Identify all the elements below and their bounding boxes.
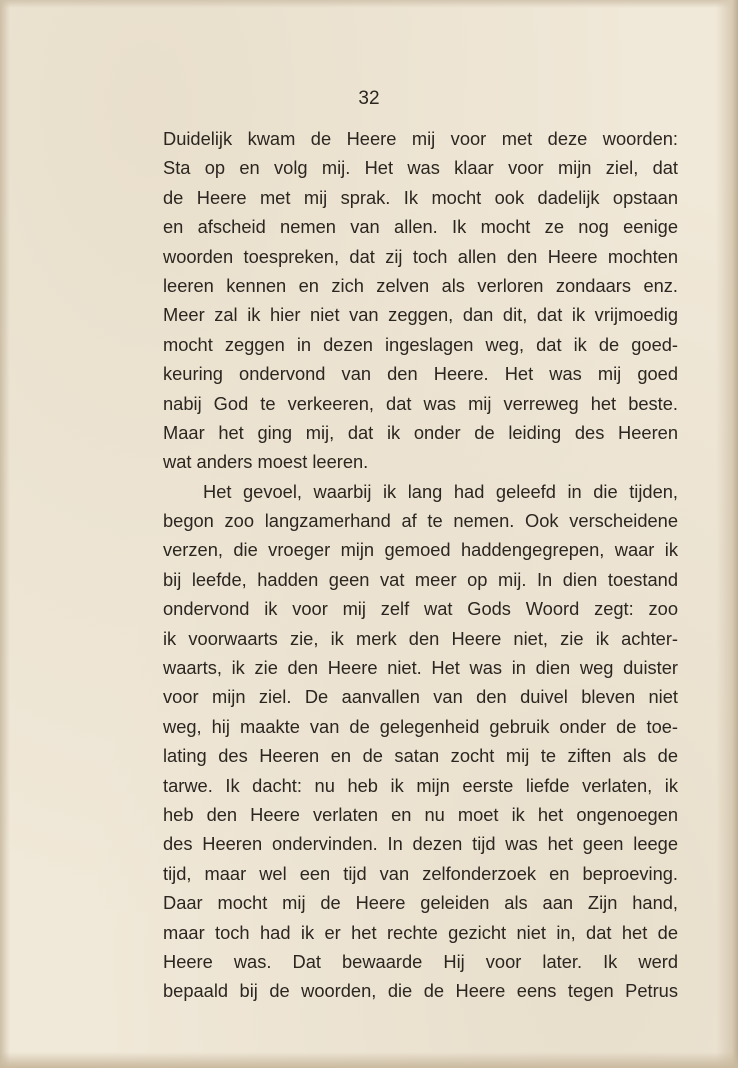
text-line: Duidelijk kwam de Heere mij voor met deze woorden: [163,128,678,149]
text-line: verzen, die vroeger mijn gemoed haddengegrepen, waar ik [163,539,678,561]
text-line: en afscheid nemen van allen. Ik mocht ze nog eenige [163,216,678,238]
text-line: de Heere met mij sprak. Ik mocht ook dadelijk opstaan [163,186,678,208]
page-number: 32 [358,88,380,109]
text-line: tarwe. Ik dacht: nu heb ik mijn eerste liefde verlaten, ik [163,774,678,796]
page-edge-bottom [0,1052,738,1068]
text-line: Maar het ging mij, dat ik onder de leiding des Heeren [163,421,678,443]
text-line: keuring ondervond van den Heere. Het was mij goed [163,363,678,385]
page-edge-right [716,0,738,1068]
page-edge-left [0,0,10,1068]
text-line: maar toch had ik er het rechte gezicht niet in, dat het de [163,921,678,943]
text-line: woorden toespreken, dat zij toch allen den Heere mochten [163,245,678,267]
text-line: bepaald bij de woorden, die de Heere eens tegen Petrus [163,980,678,1002]
text-line: voor mijn ziel. De aanvallen van den duivel bleven niet [163,686,678,708]
text-line: ondervond ik voor mij zelf wat Gods Woord zegt: zoo [163,598,678,620]
text-line: bij leefde, hadden geen vat meer op mij. In dien toestand [163,568,678,590]
body-text [163,124,678,1006]
text-line: Het gevoel, waarbij ik lang had geleefd in die tijden, [203,480,678,502]
text-line: lating des Heeren en de satan zocht mij te ziften als de [163,745,678,767]
text-line: ik voorwaarts zie, ik merk den Heere niet, zie ik achter- [163,627,678,649]
text-line: tijd, maar wel een tijd van zelfonderzoek en beproeving. [163,862,678,884]
text-line: wat anders moest leeren. [163,451,369,473]
page-edge-top [0,0,738,8]
text-line: heb den Heere verlaten en nu moet ik het ongenoegen [163,803,678,825]
text-line: waarts, ik zie den Heere niet. Het was in dien weg duister [163,657,678,679]
text-line: nabij God te verkeeren, dat was mij verreweg het beste. [163,392,678,414]
text-line: begon zoo langzamerhand af te nemen. Ook verscheidene [163,510,678,532]
text-line: Heere was. Dat bewaarde Hij voor later. Ik werd [163,950,678,972]
text-line: weg, hij maakte van de gelegenheid gebruik onder de toe- [163,715,678,737]
text-line: Daar mocht mij de Heere geleiden als aan Zijn hand, [163,892,678,914]
text-line: des Heeren ondervinden. In dezen tijd was het geen leege [163,833,678,855]
text-line: Meer zal ik hier niet van zeggen, dan dit, dat ik vrijmoedig [163,304,678,326]
text-line: mocht zeggen in dezen ingeslagen weg, dat ik de goed- [163,333,678,355]
text-line: Sta op en volg mij. Het was klaar voor mijn ziel, dat [163,157,678,179]
text-line: leeren kennen en zich zelven als verloren zondaars enz. [163,274,678,296]
